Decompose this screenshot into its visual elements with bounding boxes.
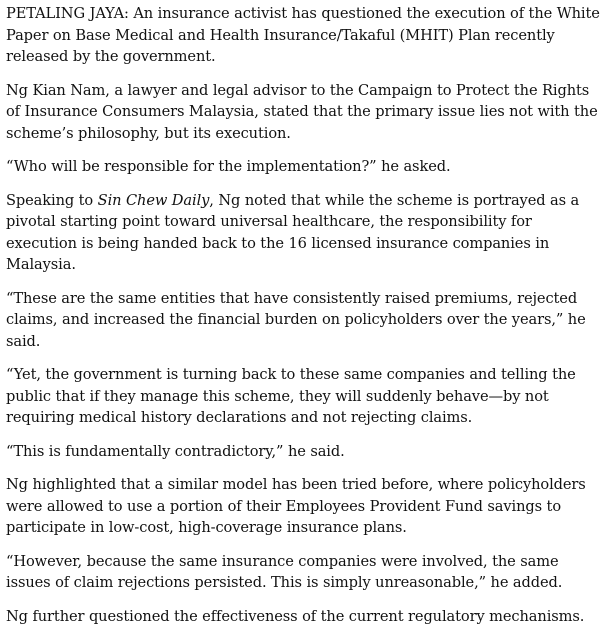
article-paragraph: “These are the same entities that have consistently raised premiums, rejected claims, and increased the financial burden on policyholders over the years,” he said. xyxy=(6,289,586,350)
article-paragraph: Ng Kian Nam, a lawyer and legal advisor to the Campaign to Protect the Rights of Insurance Consumers Malaysia, stated that the primary issue lies not with the scheme’s philosophy, but its execution. xyxy=(6,81,598,142)
article-paragraph: Ng highlighted that a similar model has been tried before, where policyholders were allowed to use a portion of their Employees Provident Fund savings to participate in low-cost, high-coverage insurance plans. xyxy=(6,476,586,536)
publication-name: Sin Chew Daily xyxy=(97,191,210,209)
article-paragraph: “This is fundamentally contradictory,” he said. xyxy=(6,442,345,460)
article-paragraph xyxy=(6,190,605,276)
paragraph-text: Speaking to xyxy=(6,191,98,209)
article-paragraph: PETALING JAYA: An insurance activist has questioned the execution of the White Paper on Base Medical and Health Insurance/Takaful (MHIT) Plan recently released by the government. xyxy=(6,5,600,65)
article-paragraph: Ng further questioned the effectiveness of the current regulatory mechanisms. xyxy=(6,607,585,625)
article-paragraph: “Who will be responsible for the implementation?” he asked. xyxy=(6,158,451,175)
article-body xyxy=(0,3,605,627)
paragraph-text: , Ng noted that while the scheme is portrayed as a pivotal starting point toward universal healthcare, the responsibility for execution is being handed back to the 16 licensed insurance companies in Malaysia. xyxy=(6,191,580,273)
article-paragraph: “However, because the same insurance companies were involved, the same issues of claim rejections persisted. This is simply unreasonable,” he added. xyxy=(6,552,563,591)
article-paragraph: “Yet, the government is turning back to these same companies and telling the public that if they manage this scheme, they will suddenly behave—by not requiring medical history declarations and not rejecting claims. xyxy=(6,366,576,426)
